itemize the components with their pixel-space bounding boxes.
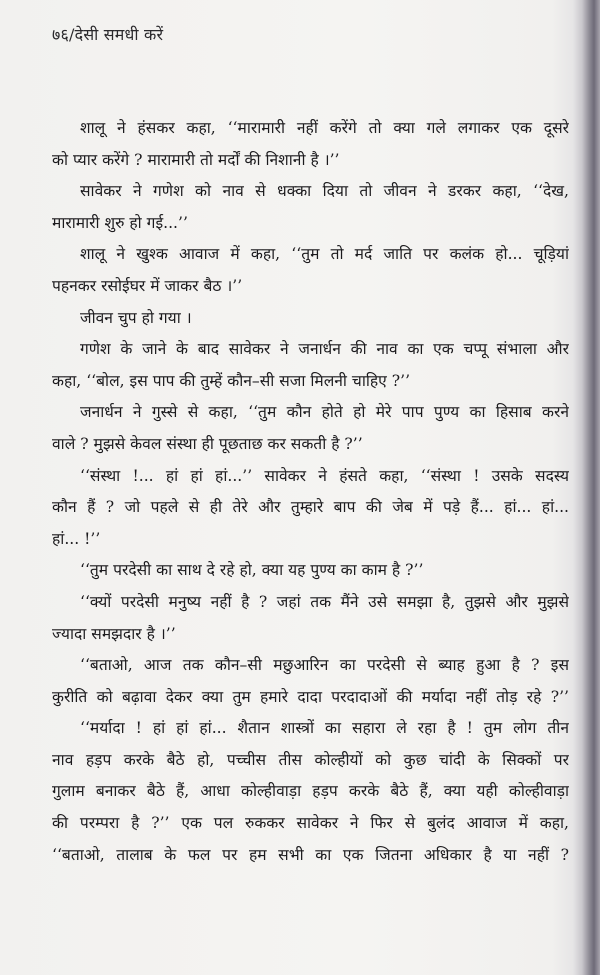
text-line: कौन हैं ? जो पहले से ही तेरे और तुम्हारे बाप की जेब में पड़े हैं... हां... हां... — [52, 498, 569, 517]
text-line: ‘‘बताओ, तालाब के फल पर हम सभी का एक जितना अधिकार है या नहीं ? — [52, 845, 569, 864]
text-line: की परम्परा है ?’’ एक पल रुककर सावेकर ने फिर से बुलंद आवाज में कहा, — [52, 814, 569, 833]
text-line: वाले ? मुझसे केवल संस्था ही पूछताछ कर सकती है ?’’ — [52, 434, 363, 453]
text-line: ज्यादा समझदार है ।’’ — [52, 624, 176, 643]
text-line: को प्यार करेंगे ? मारामारी तो मर्दों की निशानी है ।’’ — [52, 150, 340, 169]
text-line: कुरीति को बढ़ावा देकर क्या तुम हमारे दादा परदादाओं की मर्यादा नहीं तोड़ रहे ?’’ — [52, 687, 569, 706]
text-line: शालू ने हंसकर कहा, ‘‘मारामारी नहीं करेंगे तो क्या गले लगाकर एक दूसरे — [80, 119, 569, 137]
text-line: शालू ने खुश्क आवाज में कहा, ‘‘तुम तो मर्द जाति पर कलंक हो... चूड़ियां — [80, 245, 569, 264]
running-head: ७६/देसी समधी करें — [52, 25, 164, 44]
text-line: गणेश के जाने के बाद सावेकर ने जनार्धन की नाव का एक चप्पू संभाला और — [80, 340, 569, 359]
body-text — [52, 113, 569, 871]
text-line: गुलाम बनाकर बैठे हैं, आधा कोल्हीवाड़ा हड़प करके बैठे हैं, क्या यही कोल्हीवाड़ा — [52, 782, 569, 801]
text-line: हां... !’’ — [52, 529, 101, 548]
text-line: ‘‘मर्यादा ! हां हां हां... शैतान शास्त्रों का सहारा ले रहा है ! तुम लोग तीन — [80, 719, 569, 738]
text-line: ‘‘संस्था !... हां हां हां...’’ सावेकर ने हंसते कहा, ‘‘संस्था ! उसके सदस्य — [80, 466, 569, 485]
text-line: नाव हड़प करके बैठे हो, पच्चीस तीस कोल्हीयों को कुछ चांदी के सिक्कों पर — [52, 750, 569, 769]
text-line: जीवन चुप हो गया । — [80, 308, 192, 327]
text-line: कहा, ‘‘बोल, इस पाप की तुम्हें कौन–सी सजा मिलनी चाहिए ?’’ — [52, 371, 411, 390]
text-line: ‘‘तुम परदेसी का साथ दे रहे हो, क्या यह पुण्य का काम है ?’’ — [80, 561, 424, 580]
text-line: पहनकर रसोईघर में जाकर बैठ ।’’ — [52, 276, 243, 295]
text-line: ‘‘क्यों परदेसी मनुष्य नहीं है ? जहां तक मैंने उसे समझा है, तुझसे और मुझसे — [80, 592, 569, 611]
text-line: ‘‘बताओ, आज तक कौन–सी मछुआरिन का परदेसी से ब्याह हुआ है ? इस — [80, 656, 569, 675]
text-line: जनार्धन ने गुस्से से कहा, ‘‘तुम कौन होते हो मेरे पाप पुण्य का हिसाब करने — [80, 403, 569, 422]
text-line: सावेकर ने गणेश को नाव से धक्का दिया तो जीवन ने डरकर कहा, ‘‘देख, — [80, 182, 569, 201]
text-line: मारामारी शुरु हो गई...’’ — [52, 213, 188, 232]
